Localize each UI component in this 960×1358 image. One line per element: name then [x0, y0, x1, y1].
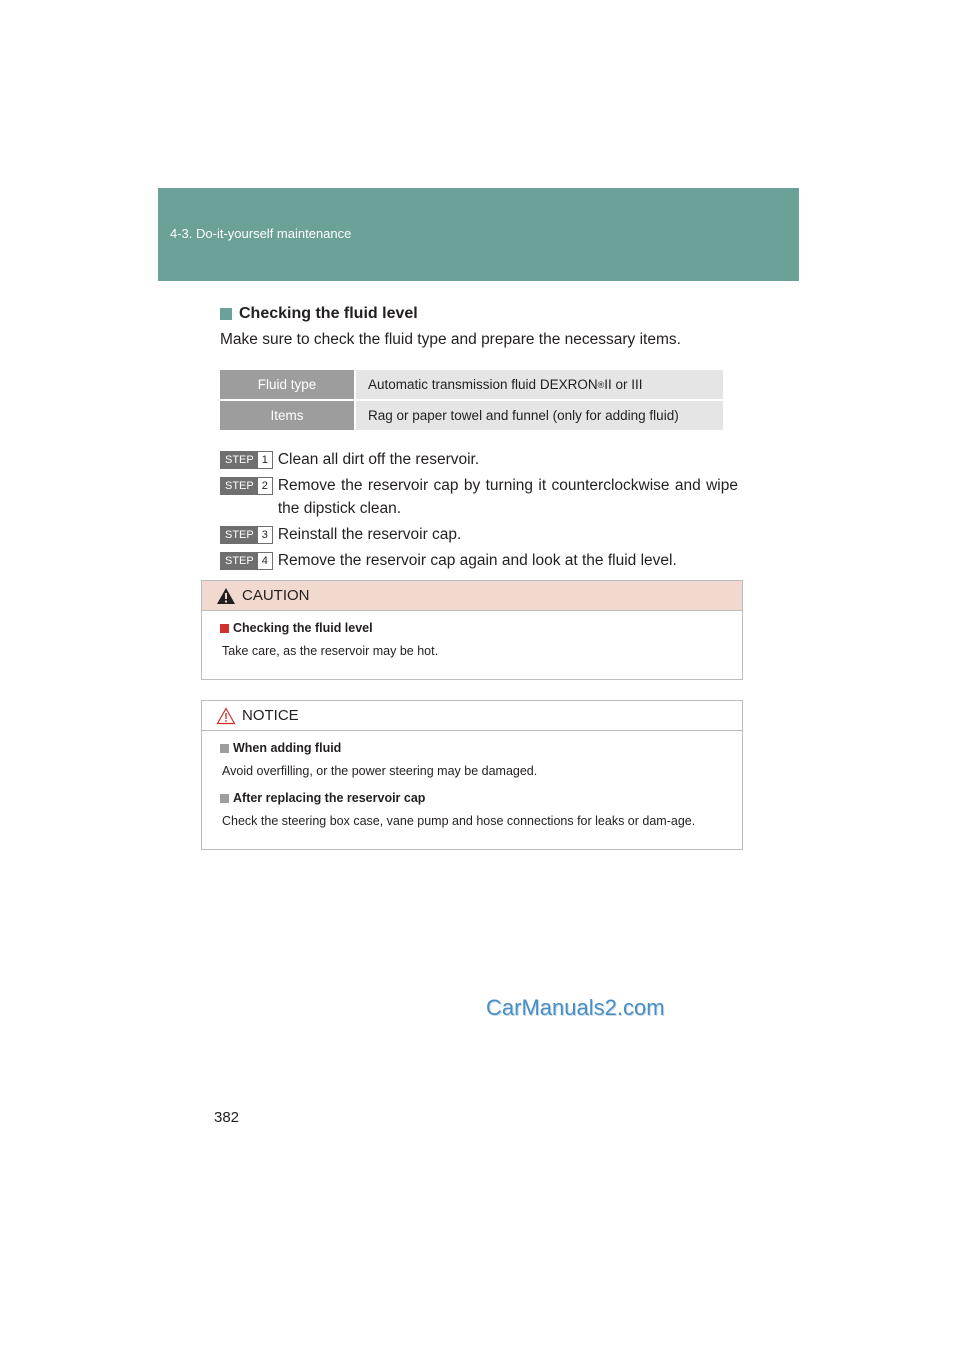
spec-value-text: Automatic transmission fluid DEXRON: [368, 377, 598, 392]
caution-item-title-text: Checking the fluid level: [233, 621, 373, 635]
spec-table: [220, 370, 723, 432]
spec-row-items: [220, 401, 723, 430]
caution-header: [202, 581, 742, 611]
spec-row-fluid-type: [220, 370, 723, 399]
warning-triangle-icon: [216, 707, 236, 725]
caution-item-title: [220, 621, 724, 635]
caution-title: CAUTION: [242, 587, 310, 604]
step-badge: [220, 526, 273, 544]
notice-title: NOTICE: [242, 707, 299, 724]
step-4: [220, 549, 738, 572]
square-bullet-icon: [220, 624, 229, 633]
notice-item-title: [220, 791, 724, 805]
step-text: Reinstall the reservoir cap.: [277, 526, 462, 543]
step-1: [220, 448, 738, 471]
notice-item-title: [220, 741, 724, 755]
caution-item-text: Take care, as the reservoir may be hot.: [222, 644, 439, 658]
step-label: STEP: [221, 478, 258, 494]
registered-mark: ®: [597, 379, 605, 390]
square-bullet-icon: [220, 794, 229, 803]
spec-value: [356, 370, 723, 399]
spec-key: Items: [220, 401, 354, 430]
step-list: [220, 448, 738, 575]
section-title: 4-3. Do-it-yourself maintenance: [170, 226, 352, 241]
notice-item-text: Check the steering box case, vane pump and hose connections for leaks or dam-age.: [222, 814, 696, 828]
notice-body: [202, 731, 742, 849]
watermark-logo: CarManuals2.com: [486, 995, 665, 1020]
step-label: STEP: [221, 527, 258, 543]
spec-value-tail: II or III: [604, 377, 643, 392]
caution-body: [202, 611, 742, 679]
notice-item-title-text: After replacing the reservoir cap: [233, 791, 426, 805]
step-number: 4: [258, 553, 272, 569]
step-number: 1: [258, 452, 272, 468]
notice-item-text: Avoid overfilling, or the power steering may be damaged.: [222, 764, 538, 778]
page-number: 382: [214, 1109, 240, 1126]
step-3: [220, 523, 738, 546]
square-bullet-icon: [220, 744, 229, 753]
step-label: STEP: [221, 452, 258, 468]
step-badge: [220, 477, 273, 495]
spec-value: [356, 401, 723, 430]
step-badge: [220, 451, 273, 469]
notice-box: [201, 700, 743, 850]
step-text: Remove the reservoir cap by turning it counterclockwise and wipe the dipstick clean.: [277, 477, 738, 517]
notice-item-title-text: When adding fluid: [233, 741, 342, 755]
square-bullet-icon: [220, 308, 232, 320]
heading-text: Checking the fluid level: [239, 305, 418, 322]
step-2: [220, 474, 738, 520]
spec-key: Fluid type: [220, 370, 354, 399]
notice-header: [202, 701, 742, 731]
intro-paragraph: Make sure to check the fluid type and prepare the necessary items.: [220, 331, 681, 348]
step-number: 3: [258, 527, 272, 543]
subsection-heading: [220, 305, 418, 323]
spec-value-text: Rag or paper towel and funnel (only for adding fluid): [368, 408, 679, 423]
warning-triangle-icon: [216, 587, 236, 605]
step-number: 2: [258, 478, 272, 494]
step-text: Clean all dirt off the reservoir.: [277, 451, 480, 468]
step-text: Remove the reservoir cap again and look at the fluid level.: [277, 552, 677, 569]
step-badge: [220, 552, 273, 570]
step-label: STEP: [221, 553, 258, 569]
chapter-header-bar: [158, 188, 799, 281]
caution-box: [201, 580, 743, 680]
